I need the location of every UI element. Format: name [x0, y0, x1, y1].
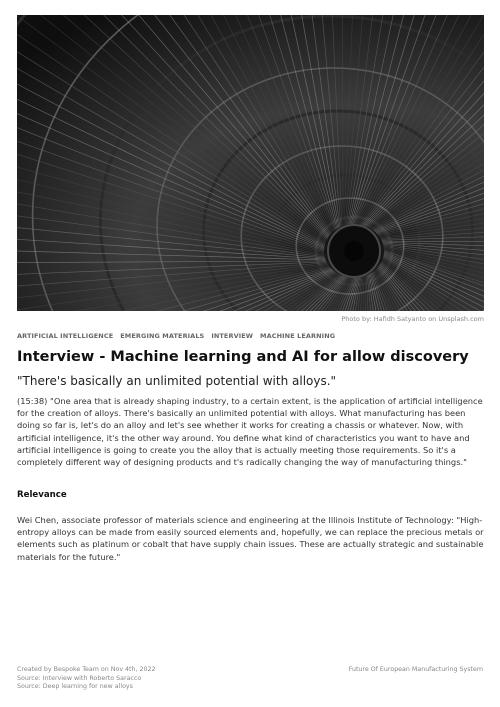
footer-system-name: Future Of European Manufacturing System: [348, 666, 483, 673]
footer-meta: [17, 666, 156, 692]
hero-photo: [17, 15, 484, 311]
tag-machine-learning[interactable]: MACHINE LEARNING: [260, 332, 336, 340]
footer-source-deep-learning: Source: Deep learning for new alloys: [17, 683, 133, 691]
tag-artificial-intelligence[interactable]: ARTIFICIAL INTELLIGENCE: [17, 332, 114, 340]
relevance-paragraph: Wei Chen, associate professor of materials science and engineering at the Illinois Institute of Technology: "High-entropy alloys can be made from easily sourced elements and, hopefully, we can replace the precious metals or elements such as platinum or cobalt that have supply chain issues. These are actually strategic and sustainable materials for the future.": [17, 515, 484, 562]
page-title: Interview - Machine learning and AI for allow discovery: [17, 349, 469, 365]
footer-created: Created by Bespoke Team on Nov 4th, 2022: [17, 666, 156, 673]
tag-interview[interactable]: INTERVIEW: [211, 332, 254, 340]
subtitle-quote: "There's basically an unlimited potential with alloys.": [17, 374, 337, 388]
photo-credit: Photo by: Hafidh Satyanto on Unsplash.com: [341, 315, 484, 323]
footer-source-interview: Source: Interview with Roberto Saracco: [17, 674, 142, 682]
tag-list: [17, 332, 335, 340]
spiral-structure-image: [17, 15, 484, 311]
interview-paragraph: (15:38) "One area that is already shaping industry, to a certain extent, is the application of artificial intelligence for the creation of alloys. There's basically an unlimited potential with alloys. What manufacturing has been doing so far is, let's do an alloy and let's see whether it works for creating a chassis or whatever. Now, with artificial intelligence, it's the other way around. You define what kind of characteristics you want to have and artificial intelligence is going to create you the alloy that is actually meeting those requirements. So it's a completely different way of designing products and t's radically changing the way of manufacturing things.": [17, 396, 483, 468]
relevance-heading: Relevance: [17, 490, 67, 500]
tag-emerging-materials[interactable]: EMERGING MATERIALS: [120, 332, 205, 340]
